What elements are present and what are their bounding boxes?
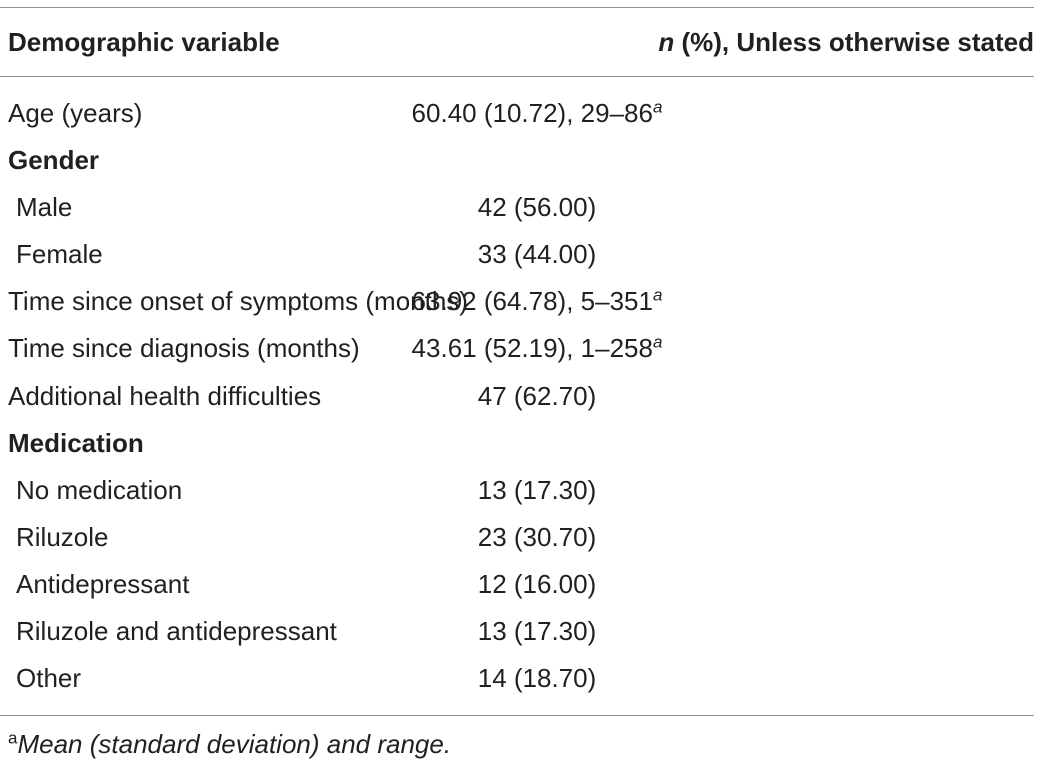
- table-row: [0, 608, 1034, 655]
- row-value-text: 14 (18.70): [477, 663, 597, 694]
- table-row: [0, 467, 1034, 514]
- table-group-row: [0, 137, 1034, 184]
- table-group-row: [0, 420, 1034, 467]
- table-row: [0, 184, 1034, 231]
- row-value: [0, 231, 1040, 277]
- table-top-rule: [0, 7, 1034, 8]
- row-label: Riluzole: [16, 521, 109, 552]
- row-value-text: 47 (62.70): [477, 380, 597, 411]
- row-value-footnote-marker: a: [652, 285, 663, 305]
- row-label: Other: [16, 663, 82, 694]
- row-label: Male: [16, 192, 73, 223]
- row-value: [0, 655, 1040, 701]
- table-row: [0, 231, 1034, 278]
- table-header-row: [0, 22, 1034, 62]
- table-body: [0, 90, 1034, 702]
- table-row: [0, 90, 1034, 137]
- row-label: No medication: [16, 474, 183, 505]
- row-label: Time since diagnosis (months): [8, 333, 360, 364]
- row-label: Additional health difficulties: [8, 380, 322, 411]
- row-value-footnote-marker: a: [652, 332, 663, 352]
- table-header-rule: [0, 76, 1034, 77]
- header-n-rest: (%), Unless otherwise stated: [674, 27, 1034, 57]
- table-row: [0, 561, 1034, 608]
- table-row: [0, 514, 1034, 561]
- group-heading: Gender: [8, 145, 100, 176]
- row-value: [0, 325, 1040, 371]
- row-label: Riluzole and antidepressant: [16, 616, 337, 647]
- row-value: [0, 278, 1040, 324]
- row-label: Female: [16, 239, 103, 270]
- row-label: Age (years): [8, 98, 143, 128]
- footnote-mark: a: [8, 728, 18, 748]
- header-demographic-variable: Demographic variable: [8, 27, 280, 57]
- row-value-footnote-marker: a: [652, 97, 663, 117]
- header-n-percent: [658, 22, 1034, 62]
- row-value-text: 23 (30.70): [477, 521, 597, 552]
- row-value-text: 60.40 (10.72), 29–86: [411, 98, 653, 128]
- row-value: [0, 608, 1040, 654]
- row-value-text: 12 (16.00): [477, 568, 597, 599]
- footnote-text: Mean (standard deviation) and range.: [17, 729, 452, 759]
- table-bottom-rule: [0, 715, 1034, 716]
- table-row: [0, 278, 1034, 325]
- row-value: [0, 90, 1040, 136]
- row-value-text: 33 (44.00): [477, 239, 597, 270]
- row-value-text: 63.92 (64.78), 5–351: [411, 286, 653, 317]
- row-value: [0, 514, 1040, 560]
- row-value: [0, 184, 1040, 230]
- row-value-text: 13 (17.30): [477, 474, 597, 505]
- group-heading: Medication: [8, 427, 144, 458]
- table-row: [0, 655, 1034, 702]
- row-label: Time since onset of symptoms (months): [8, 286, 468, 317]
- row-value-text: 13 (17.30): [477, 616, 597, 647]
- table-footnote: [8, 724, 451, 764]
- row-value: [0, 467, 1040, 513]
- table-row: [0, 325, 1034, 372]
- row-value: [0, 561, 1040, 607]
- header-n-italic: n: [658, 27, 675, 57]
- table-row: [0, 373, 1034, 420]
- row-value-text: 43.61 (52.19), 1–258: [411, 333, 653, 364]
- row-value-text: 42 (56.00): [477, 192, 597, 223]
- row-label: Antidepressant: [16, 568, 190, 599]
- row-value: [0, 373, 1040, 419]
